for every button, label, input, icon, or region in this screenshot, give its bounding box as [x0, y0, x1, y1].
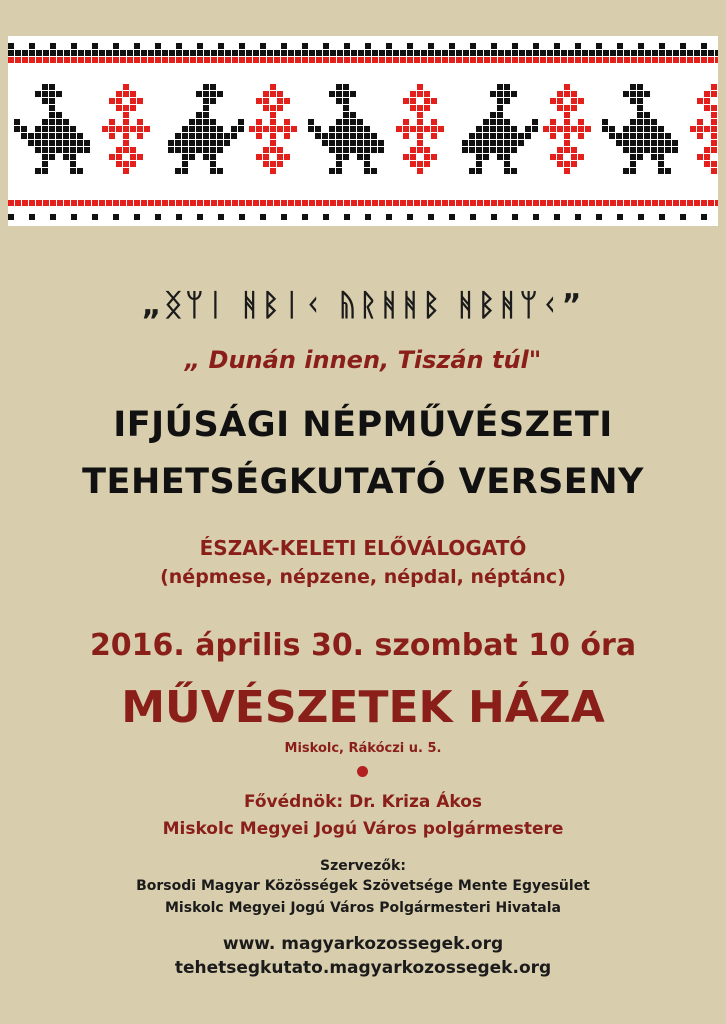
venue-name: MŰVÉSZETEK HÁZA	[121, 682, 605, 733]
subtitle: „ Dunán innen, Tiszán túl"	[184, 346, 542, 374]
embroidery-banner	[8, 36, 718, 226]
categories: (népmese, népzene, népdal, néptánc)	[160, 566, 566, 588]
organizers-label: Szervezők:	[320, 858, 406, 874]
patron-name: Fővédnök: Dr. Kriza Ákos	[243, 792, 483, 812]
organizer-2: Miskolc Megyei Jogú Város Polgármesteri Hivatala	[165, 900, 561, 916]
region-heading: ÉSZAK-KELETI ELŐVÁLOGATÓ	[199, 536, 527, 560]
bullet-dot-icon	[357, 766, 368, 777]
website-link-2[interactable]: tehetsegkutato.magyarkozossegek.org	[174, 958, 552, 978]
venue-address: Miskolc, Rákóczi u. 5.	[284, 741, 442, 756]
embroidery-pattern-icon	[8, 36, 718, 226]
main-title-line-1: IFJÚSÁGI NÉPMŰVÉSZETI	[113, 405, 613, 445]
organizer-1: Borsodi Magyar Közösségek Szövetsége Mente Egyesület	[136, 878, 590, 894]
website-link-1[interactable]: www. magyarkozossegek.org	[222, 934, 504, 954]
patron-title: Miskolc Megyei Jogú Város polgármestere	[162, 819, 564, 839]
main-title-line-2: TEHETSÉGKUTATÓ VERSENY	[82, 462, 644, 502]
event-date: 2016. április 30. szombat 10 óra	[89, 628, 637, 663]
runic-title: „ᛝᛘᛁ ᚻᛒᛁᚲ ᚥᚱᚻᚻᛒ ᚻᛒᚻᛘᚲ”	[141, 288, 585, 323]
